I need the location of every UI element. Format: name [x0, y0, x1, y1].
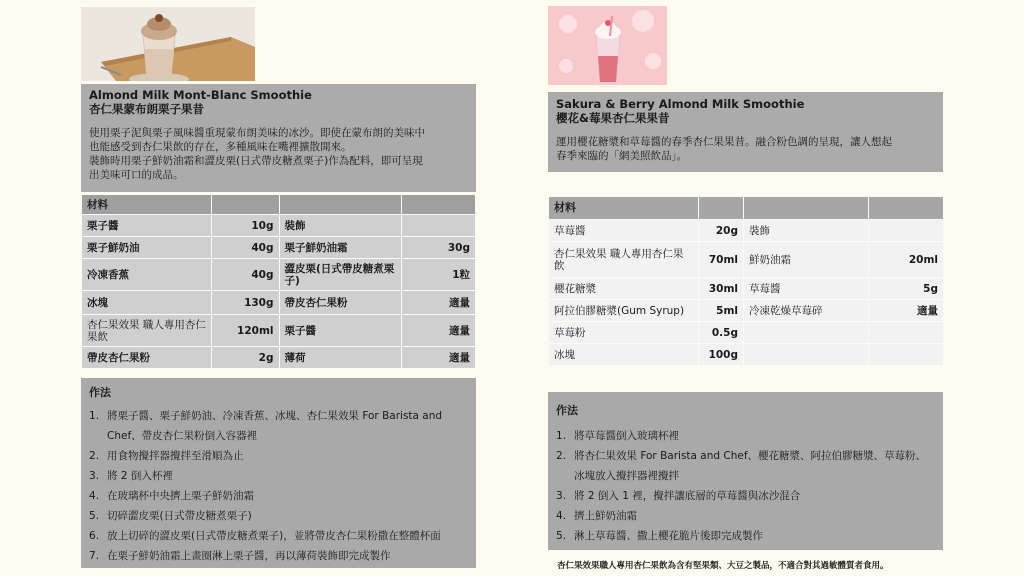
material-amount: 2g: [211, 347, 279, 369]
garnish-name: [744, 322, 869, 344]
step-item: 1 . 將草莓醬倒入玻璃杯裡: [556, 426, 935, 446]
table-row: [82, 315, 476, 347]
step-item: 7 . 在栗子鮮奶油霜上畫圈淋上栗子醬，再以薄荷裝飾即完成製作: [89, 546, 468, 566]
step-item: 3 . 將 2 倒入杯裡: [89, 466, 468, 486]
material-name: 櫻花糖漿: [549, 278, 699, 300]
right-description: [556, 135, 935, 163]
garnish-amount: 5g: [869, 278, 944, 300]
method-header: 作法: [556, 404, 578, 417]
table-row: [549, 278, 944, 300]
left-materials-table: [81, 194, 476, 369]
step-item: 2 . 用食物攪拌器攪拌至滑順為止: [89, 446, 468, 466]
garnish-amount: 20ml: [869, 242, 944, 278]
step-item: 4 . 在玻璃杯中央擠上栗子鮮奶油霜: [89, 486, 468, 506]
step-item: 6 . 放上切碎的澀皮栗(日式帶皮糖煮栗子)，並將帶皮杏仁果粉撒在整體杯面: [89, 526, 468, 546]
material-name: 杏仁果效果 職人專用杏仁果飲: [549, 242, 699, 278]
table-row: [549, 322, 944, 344]
left-desc-line: 使用栗子泥與栗子風味醬重現蒙布朗美味的冰沙。即使在蒙布朗的美味中: [89, 127, 425, 139]
mont-blanc-smoothie-photo: [81, 7, 255, 81]
material-amount: 130g: [211, 291, 279, 315]
table-row: [549, 242, 944, 278]
material-amount: 30ml: [699, 278, 744, 300]
material-amount: 40g: [211, 237, 279, 259]
garnish-name: 裝飾: [744, 220, 869, 242]
material-name: 栗子醬: [82, 215, 212, 237]
table-row: [82, 291, 476, 315]
material-name: 阿拉伯膠糖漿(Gum Syrup): [549, 300, 699, 322]
step-item: 3 . 將 2 倒入 1 裡，攪拌讓底層的草莓醬與冰沙混合: [556, 486, 935, 506]
left-desc-line: 也能感受到杏仁果飲的存在，多種風味在嘴裡擴散開來。: [89, 141, 352, 153]
material-name: 草莓粉: [549, 322, 699, 344]
step-item: 4 . 擠上鮮奶油霜: [556, 506, 935, 526]
step-item: 1 . 將栗子醬、栗子鮮奶油、冷凍香蕉、冰塊、杏仁果效果 For Barista and Chef、帶皮杏仁果粉倒入容器裡: [89, 406, 468, 446]
right-steps-list: [556, 426, 935, 546]
left-title-en: Almond Milk Mont-Blanc Smoothie: [89, 88, 312, 102]
table-header-row: [82, 195, 476, 215]
garnish-name: 草莓醬: [744, 278, 869, 300]
garnish-amount: [402, 215, 476, 237]
garnish-amount: 適量: [869, 300, 944, 322]
garnish-amount: [869, 344, 944, 366]
material-amount: 0.5g: [699, 322, 744, 344]
material-amount: 100g: [699, 344, 744, 366]
garnish-amount: 1粒: [402, 259, 476, 291]
garnish-name: 帶皮杏仁果粉: [279, 291, 402, 315]
material-amount: 40g: [211, 259, 279, 291]
materials-header: 材料: [82, 195, 212, 215]
right-recipe-header: [548, 92, 943, 172]
garnish-name: 薄荷: [279, 347, 402, 369]
right-materials-table: [548, 196, 944, 366]
materials-header: 材料: [549, 197, 699, 220]
garnish-amount: 適量: [402, 315, 476, 347]
right-method-panel: [548, 392, 943, 550]
garnish-name: 冷凍乾燥草莓碎: [744, 300, 869, 322]
material-name: 冷凍香蕉: [82, 259, 212, 291]
garnish-amount: 30g: [402, 237, 476, 259]
left-desc-line: 出美味可口的成品。: [89, 169, 184, 181]
method-header: 作法: [89, 386, 111, 399]
material-amount: 70ml: [699, 242, 744, 278]
material-name: 草莓醬: [549, 220, 699, 242]
step-item: 5 . 淋上草莓醬、撒上櫻花脆片後即完成製作: [556, 526, 935, 546]
garnish-name: 栗子醬: [279, 315, 402, 347]
left-title-zh: 杏仁果蒙布朗栗子果昔: [89, 102, 204, 116]
step-item: 5 . 切碎澀皮栗(日式帶皮糖煮栗子): [89, 506, 468, 526]
material-amount: 20g: [699, 220, 744, 242]
material-name: 帶皮杏仁果粉: [82, 347, 212, 369]
table-row: [82, 215, 476, 237]
material-name: 冰塊: [82, 291, 212, 315]
material-amount: 120ml: [211, 315, 279, 347]
material-amount: 5ml: [699, 300, 744, 322]
garnish-name: [744, 344, 869, 366]
garnish-name: 裝飾: [279, 215, 402, 237]
step-item: 2 . 將杏仁果效果 For Barista and Chef、櫻花糖漿、阿拉伯膠糖漿、草莓粉、冰塊放入攪拌器裡攪拌: [556, 446, 935, 486]
table-row: [549, 344, 944, 366]
right-title-zh: 櫻花&莓果杏仁果果昔: [556, 111, 670, 125]
left-recipe-header: [81, 84, 476, 192]
left-desc-line: 裝飾時用栗子鮮奶油霜和澀皮栗(日式帶皮糖煮栗子)作為配料，即可呈現: [89, 155, 423, 167]
garnish-amount: [869, 322, 944, 344]
garnish-name: 栗子鮮奶油霜: [279, 237, 402, 259]
right-desc-line: 春季來臨的「網美照飲品」。: [556, 150, 688, 162]
table-row: [549, 220, 944, 242]
table-header-row: [549, 197, 944, 220]
right-desc-line: 運用櫻花糖漿和草莓醬的春季杏仁果果昔。融合粉色調的呈現，讓人想起: [556, 136, 892, 148]
material-amount: 10g: [211, 215, 279, 237]
material-name: 栗子鮮奶油: [82, 237, 212, 259]
garnish-name: 澀皮栗(日式帶皮糖煮栗子): [279, 259, 402, 291]
material-name: 冰塊: [549, 344, 699, 366]
garnish-amount: [869, 220, 944, 242]
garnish-amount: 適量: [402, 291, 476, 315]
garnish-name: 鮮奶油霜: [744, 242, 869, 278]
table-row: [549, 300, 944, 322]
table-row: [82, 347, 476, 369]
left-description: [89, 126, 468, 182]
left-method-panel: [81, 378, 476, 568]
material-name: 杏仁果效果 職人專用杏仁果飲: [82, 315, 212, 347]
table-row: [82, 237, 476, 259]
garnish-amount: 適量: [402, 347, 476, 369]
allergy-note: 杏仁果效果職人專用杏仁果飲為含有堅果類、大豆之製品，不適合對其過敏體質者食用。: [557, 561, 889, 571]
right-title-en: Sakura & Berry Almond Milk Smoothie: [556, 97, 805, 111]
left-steps-list: [89, 406, 468, 566]
sakura-berry-smoothie-photo: [548, 6, 667, 85]
table-row: [82, 259, 476, 291]
